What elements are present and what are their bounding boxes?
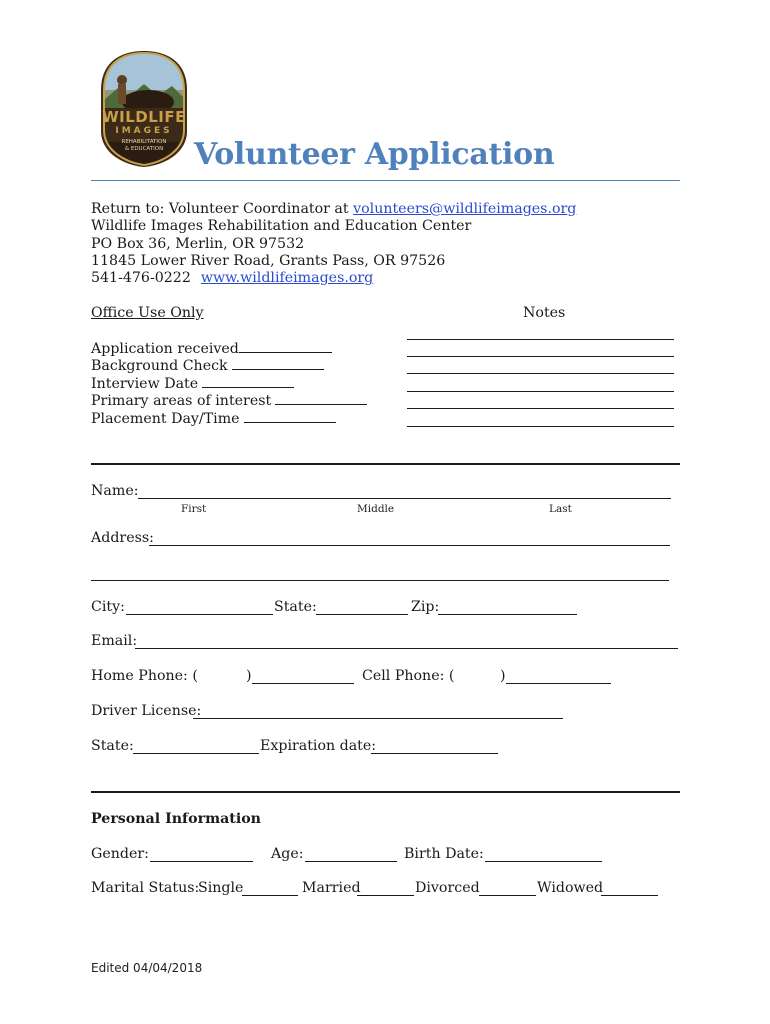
background-check-field[interactable] (232, 357, 324, 370)
notes-line-4[interactable] (407, 391, 674, 392)
marital-married-label: Married (302, 880, 361, 896)
org-name: Wildlife Images Rehabilitation and Education Center (91, 218, 472, 234)
primary-areas-label: Primary areas of interest (91, 393, 272, 409)
address-label: Address: (91, 530, 154, 546)
expiration-label: Expiration date: (260, 738, 377, 754)
background-check-label: Background Check (91, 358, 228, 374)
cell-phone-field[interactable] (506, 683, 611, 684)
gender-label: Gender: (91, 846, 149, 862)
placement-row (91, 410, 336, 428)
name-label: Name: (91, 483, 139, 499)
state-label: State: (274, 599, 317, 615)
return-to-text: Return to: Volunteer Coordinator at (91, 201, 354, 217)
state-field[interactable] (316, 614, 408, 615)
application-received-row (91, 340, 332, 358)
placement-label: Placement Day/Time (91, 411, 240, 427)
marital-widowed-label: Widowed (537, 880, 604, 896)
marital-single-field[interactable] (242, 895, 298, 896)
address-field-line-1[interactable] (149, 545, 670, 546)
driver-license-field[interactable] (193, 718, 563, 719)
marital-status-label: Marital Status: (91, 880, 200, 896)
notes-line-6[interactable] (407, 426, 674, 427)
primary-areas-row (91, 392, 367, 410)
po-box: PO Box 36, Merlin, OR 97532 (91, 236, 305, 252)
name-last-caption: Last (549, 503, 572, 515)
phone-website-line (91, 270, 373, 287)
city-field[interactable] (126, 614, 273, 615)
age-field[interactable] (305, 861, 397, 862)
email-field[interactable] (135, 648, 678, 649)
application-received-field[interactable] (239, 340, 332, 353)
name-middle-caption: Middle (357, 503, 395, 515)
marital-divorced-label: Divorced (415, 880, 480, 896)
logo-text-images: IMAGES (115, 126, 173, 136)
birth-date-field[interactable] (485, 861, 602, 862)
page-title: Volunteer Application (194, 137, 555, 172)
age-label: Age: (271, 846, 304, 862)
marital-single-label: Single (198, 880, 244, 896)
primary-areas-field[interactable] (275, 392, 367, 405)
notes-line-5[interactable] (407, 408, 674, 409)
interview-date-field[interactable] (202, 375, 294, 388)
cell-phone-paren: ) (500, 668, 506, 684)
notes-line-3[interactable] (407, 373, 674, 374)
driver-license-label: Driver License: (91, 703, 202, 719)
office-use-heading: Office Use Only (91, 305, 204, 321)
background-check-row (91, 357, 324, 375)
notes-heading: Notes (523, 305, 566, 321)
website-link[interactable]: www.wildlifeimages.org (200, 270, 374, 286)
coordinator-email-link[interactable]: volunteers@wildlifeimages.org (353, 201, 577, 217)
edited-date: Edited 04/04/2018 (91, 961, 203, 975)
marital-divorced-field[interactable] (479, 895, 536, 896)
return-to-line (91, 201, 576, 218)
title-underline (91, 180, 680, 181)
placement-field[interactable] (244, 410, 336, 423)
cell-phone-label: Cell Phone: ( (362, 668, 455, 684)
logo-text-rehab: REHABILITATION (121, 139, 167, 145)
notes-line-2[interactable] (407, 356, 674, 357)
application-received-label: Application received (91, 341, 239, 357)
home-phone-field[interactable] (252, 683, 354, 684)
email-label: Email: (91, 633, 138, 649)
interview-date-row (91, 375, 294, 393)
logo-text-wildlife: WILDLIFE (102, 108, 186, 126)
logo (98, 50, 190, 168)
marital-widowed-field[interactable] (601, 895, 658, 896)
marital-married-field[interactable] (357, 895, 414, 896)
dl-state-label: State: (91, 738, 134, 754)
zip-field[interactable] (438, 614, 577, 615)
name-first-caption: First (181, 503, 207, 515)
org-phone: 541-476-0222 (91, 270, 191, 286)
dl-state-field[interactable] (133, 753, 259, 754)
section-divider-2 (91, 791, 680, 793)
zip-label: Zip: (411, 599, 440, 615)
city-label: City: (91, 599, 125, 615)
home-phone-paren: ) (246, 668, 252, 684)
logo-text-education: & EDUCATION (124, 146, 164, 152)
name-field[interactable] (138, 498, 671, 499)
home-phone-label: Home Phone: ( (91, 668, 198, 684)
street-address: 11845 Lower River Road, Grants Pass, OR 97526 (91, 253, 446, 269)
expiration-field[interactable] (371, 753, 498, 754)
gender-field[interactable] (150, 861, 253, 862)
address-field-line-2[interactable] (91, 580, 669, 581)
personal-info-heading: Personal Information (91, 811, 261, 827)
birth-date-label: Birth Date: (404, 846, 484, 862)
section-divider-1 (91, 463, 680, 465)
notes-line-1[interactable] (407, 339, 674, 340)
interview-date-label: Interview Date (91, 376, 199, 392)
